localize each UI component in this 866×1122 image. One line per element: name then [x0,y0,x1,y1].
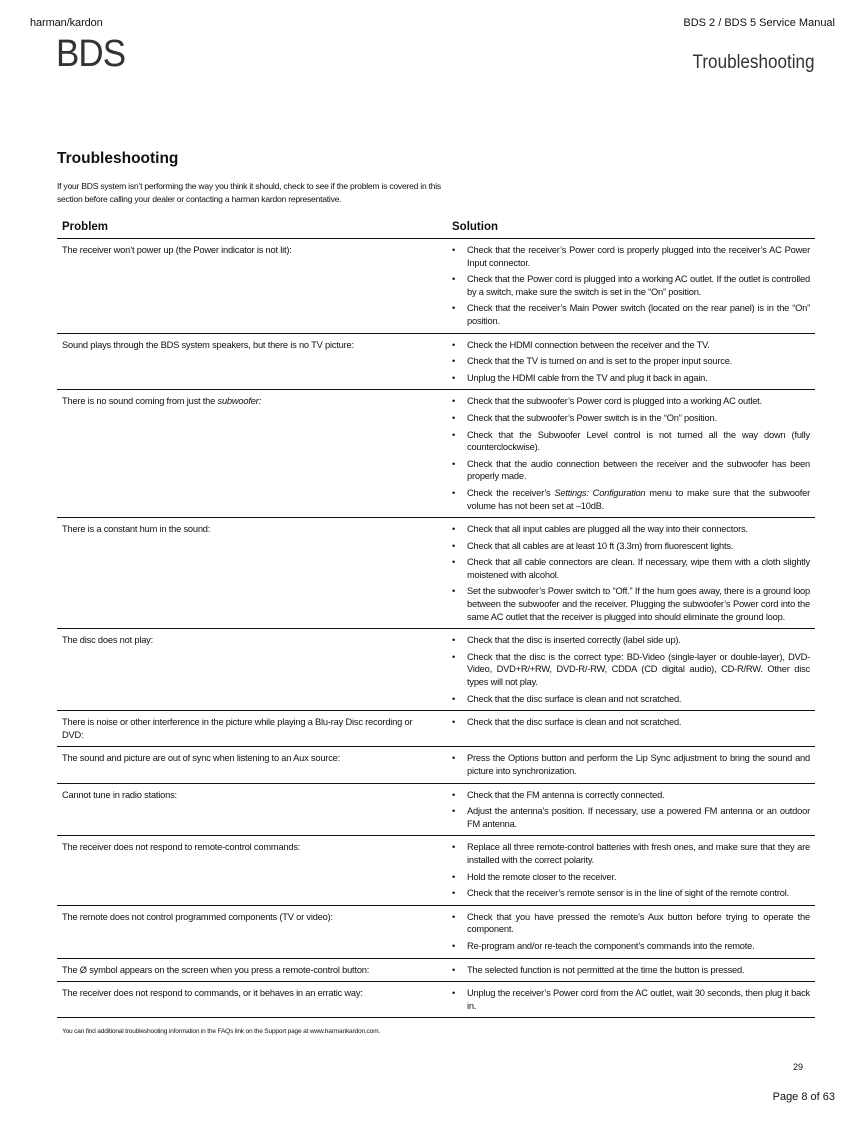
solution-item [452,887,810,900]
troubleshooting-table [57,216,815,1018]
solution-text: Check that the disc surface is clean and not scratched. [467,693,682,704]
problem-cell: There is noise or other interference in the picture while playing a Blu-ray Disc recording or DVD: [57,711,447,747]
bullet-icon: • [452,635,456,646]
solution-item [452,987,810,1012]
table-row [57,518,815,629]
solution-item [452,302,810,327]
solution-item [452,487,810,512]
solution-cell [447,747,815,783]
problem-text: There is no sound coming from just the [62,396,218,407]
solution-item [452,841,810,866]
solution-item [452,339,810,352]
bullet-icon: • [452,842,456,853]
problem-cell: The receiver does not respond to remote-control commands: [57,836,447,905]
bullet-icon: • [452,303,456,314]
problem-cell [57,390,447,518]
page-heading: Troubleshooting [57,150,179,167]
table-row [57,239,815,334]
solution-text: Check that the disc is inserted correctly (label side up). [467,635,681,646]
solution-text: Check that the receiver’s Main Power switch (located on the rear panel) is in the “On” position. [467,303,810,326]
solution-text: Check that the disc surface is clean and not scratched. [467,717,682,728]
solution-text: Check that all cable connectors are clean. If necessary, wipe them with a cloth slightly moistened with alcohol. [467,557,810,580]
solution-text: Check that the TV is turned on and is set to the proper input source. [467,356,733,367]
solution-item [452,693,810,706]
bullet-icon: • [452,245,456,255]
solution-text: Check that the subwoofer’s Power switch is in the “On” position. [467,412,717,423]
footnote: You can find additional troubleshooting information in the FAQs link on the Support page at www.harmankardon.com. [62,1028,381,1035]
bullet-icon: • [452,557,456,568]
solution-text: Hold the remote closer to the receiver. [467,871,617,882]
bullet-icon: • [452,487,456,498]
bullet-icon: • [452,356,456,367]
solution-text: Unplug the receiver’s Power cord from the AC outlet, wait 30 seconds, then plug it back in. [467,988,810,1011]
solution-item [452,556,810,581]
brand-name: harman/kardon [30,17,103,29]
problem-cell: The receiver won’t power up (the Power indicator is not lit): [57,239,447,334]
solution-item [452,964,810,977]
solution-item [452,395,810,408]
solution-text: Check that the subwoofer’s Power cord is plugged into a working AC outlet. [467,396,762,407]
bullet-icon: • [452,524,456,535]
solution-cell [447,783,815,836]
bullet-icon: • [452,429,456,440]
bullet-icon: • [452,888,456,899]
solution-list [452,523,810,623]
table-body [57,239,815,1018]
solution-text: Replace all three remote-control batteries with fresh ones, and make sure that they are installed with the correct polarity. [467,842,810,865]
solution-list [452,789,810,831]
table-row [57,390,815,518]
bullet-icon: • [452,871,456,882]
solution-text: Check that all cables are at least 10 ft (3.3m) from fluorescent lights. [467,540,734,551]
solution-list [452,987,810,1012]
solution-item [452,355,810,368]
bullet-icon: • [452,412,456,423]
problem-cell: Cannot tune in radio stations: [57,783,447,836]
table-header-row [57,216,815,239]
solution-text: Check the HDMI connection between the receiver and the TV. [467,339,710,350]
solution-text: Adjust the antenna’s position. If necessary, use a powered FM antenna or an outdoor FM antenna. [467,806,810,829]
problem-cell: The disc does not play: [57,629,447,711]
bullet-icon: • [452,717,456,728]
solution-text: Check that all input cables are plugged all the way into their connectors. [467,524,748,535]
solution-cell [447,711,815,747]
section-header: Troubleshooting [692,52,815,73]
manual-title: BDS 2 / BDS 5 Service Manual [683,17,835,29]
solution-list [452,244,810,328]
bullet-icon: • [452,753,456,764]
bullet-icon: • [452,911,456,922]
solution-item [452,651,810,689]
solution-cell [447,239,815,334]
solution-item [452,585,810,623]
solution-item [452,412,810,425]
solution-text: Press the Options button and perform the Lip Sync adjustment to bring the sound and picture into synchronization. [467,753,810,776]
solution-text-italic: Settings: Configuration [554,487,646,498]
problem-cell: The sound and picture are out of sync when listening to an Aux source: [57,747,447,783]
table-row [57,836,815,905]
solution-text: Check that the audio connection between the receiver and the subwoofer has been properly made. [467,458,810,482]
bullet-icon: • [452,988,456,999]
solution-item [452,634,810,647]
solution-text: Check that the receiver’s remote sensor is in the line of sight of the remote control. [467,888,789,899]
bullet-icon: • [452,806,456,817]
solution-cell [447,836,815,905]
solution-list [452,716,810,729]
solution-list [452,964,810,977]
solution-item [452,540,810,553]
solution-cell [447,629,815,711]
solution-text: Check that you have pressed the remote’s Aux button before trying to operate the component. [467,911,810,935]
solution-item [452,372,810,385]
solution-cell [447,390,815,518]
solution-text: Check that the FM antenna is correctly connected. [467,789,665,800]
problem-cell: The Ø symbol appears on the screen when you press a remote-control button: [57,958,447,982]
solution-cell [447,905,815,958]
problem-cell: Sound plays through the BDS system speakers, but there is no TV picture: [57,333,447,390]
bullet-icon: • [452,586,456,597]
page-count: Page 8 of 63 [772,1091,835,1103]
table-row [57,783,815,836]
solution-item [452,752,810,777]
solution-text: Re-program and/or re-teach the component’s commands into the remote. [467,940,755,951]
solution-text: The selected function is not permitted at the time the button is pressed. [467,964,745,975]
bullet-icon: • [452,940,456,951]
solution-column-header: Solution [447,216,815,239]
table-row [57,629,815,711]
problem-column-header: Problem [57,216,447,239]
solution-item [452,789,810,802]
solution-text: Check that the receiver’s Power cord is properly plugged into the receiver’s AC Power Input connector. [467,245,810,268]
problem-cell: The remote does not control programmed components (TV or video): [57,905,447,958]
solution-text: Unplug the HDMI cable from the TV and plug it back in again. [467,372,708,383]
table-row [57,982,815,1018]
solution-list [452,752,810,777]
solution-text: Check that the disc is the correct type: BD-Video (single-layer or double-layer), DVD-Video, DVD+R/+RW, DVD-R/-RW, CDDA (CD digital audio), CD-R/RW. Other disc types will not play. [467,651,810,688]
solution-item [452,458,810,483]
solution-cell [447,982,815,1018]
solution-item [452,429,810,454]
solution-list [452,634,810,705]
solution-text: Set the subwoofer’s Power switch to “Off.” If the hum goes away, there is a ground loop between the subwoofer and the receiver. Plugging the subwoofer’s Power cord into the same AC outlet that the receiver is plugged into should eliminate the ground loop. [467,586,810,622]
solution-item [452,911,810,936]
bullet-icon: • [452,396,456,407]
solution-list [452,339,810,385]
solution-list [452,395,810,512]
solution-item [452,716,810,729]
table-row [57,958,815,982]
bullet-icon: • [452,964,456,975]
solution-list [452,841,810,899]
bullet-icon: • [452,540,456,551]
problem-cell: The receiver does not respond to commands, or it behaves in an erratic way: [57,982,447,1018]
table-row [57,905,815,958]
solution-item [452,244,810,269]
bullet-icon: • [452,274,456,285]
solution-text: Check that the Subwoofer Level control is not turned all the way down (fully counterclockwise). [467,429,810,453]
bullet-icon: • [452,339,456,350]
bullet-icon: • [452,693,456,704]
solution-text: Check that the Power cord is plugged into a working AC outlet. If the outlet is controlled by a switch, make sure the switch is set in the “On” position. [467,274,810,297]
bullet-icon: • [452,789,456,800]
bullet-icon: • [452,372,456,383]
solution-item [452,523,810,536]
solution-cell [447,518,815,629]
problem-text-italic: subwoofer: [217,396,261,407]
solution-item [452,273,810,298]
bullet-icon: • [452,458,456,469]
intro-paragraph: If your BDS system isn’t performing the way you think it should, check to see if the problem is covered in this section before calling your dealer or contacting a harman kardon representative. [57,181,441,204]
table-row [57,711,815,747]
solution-list [452,911,810,953]
bullet-icon: • [452,651,456,662]
table-row [57,333,815,390]
solution-text: Check the receiver’s [467,487,555,498]
solution-item [452,805,810,830]
solution-item [452,940,810,953]
problem-cell: There is a constant hum in the sound: [57,518,447,629]
solution-item [452,871,810,884]
table-row [57,747,815,783]
solution-text: menu to make sure that the subwoofer volume has not been set at –10dB. [467,487,810,511]
page-number: 29 [792,1062,803,1072]
solution-cell [447,333,815,390]
solution-cell [447,958,815,982]
bds-logo: BDS [56,33,126,75]
